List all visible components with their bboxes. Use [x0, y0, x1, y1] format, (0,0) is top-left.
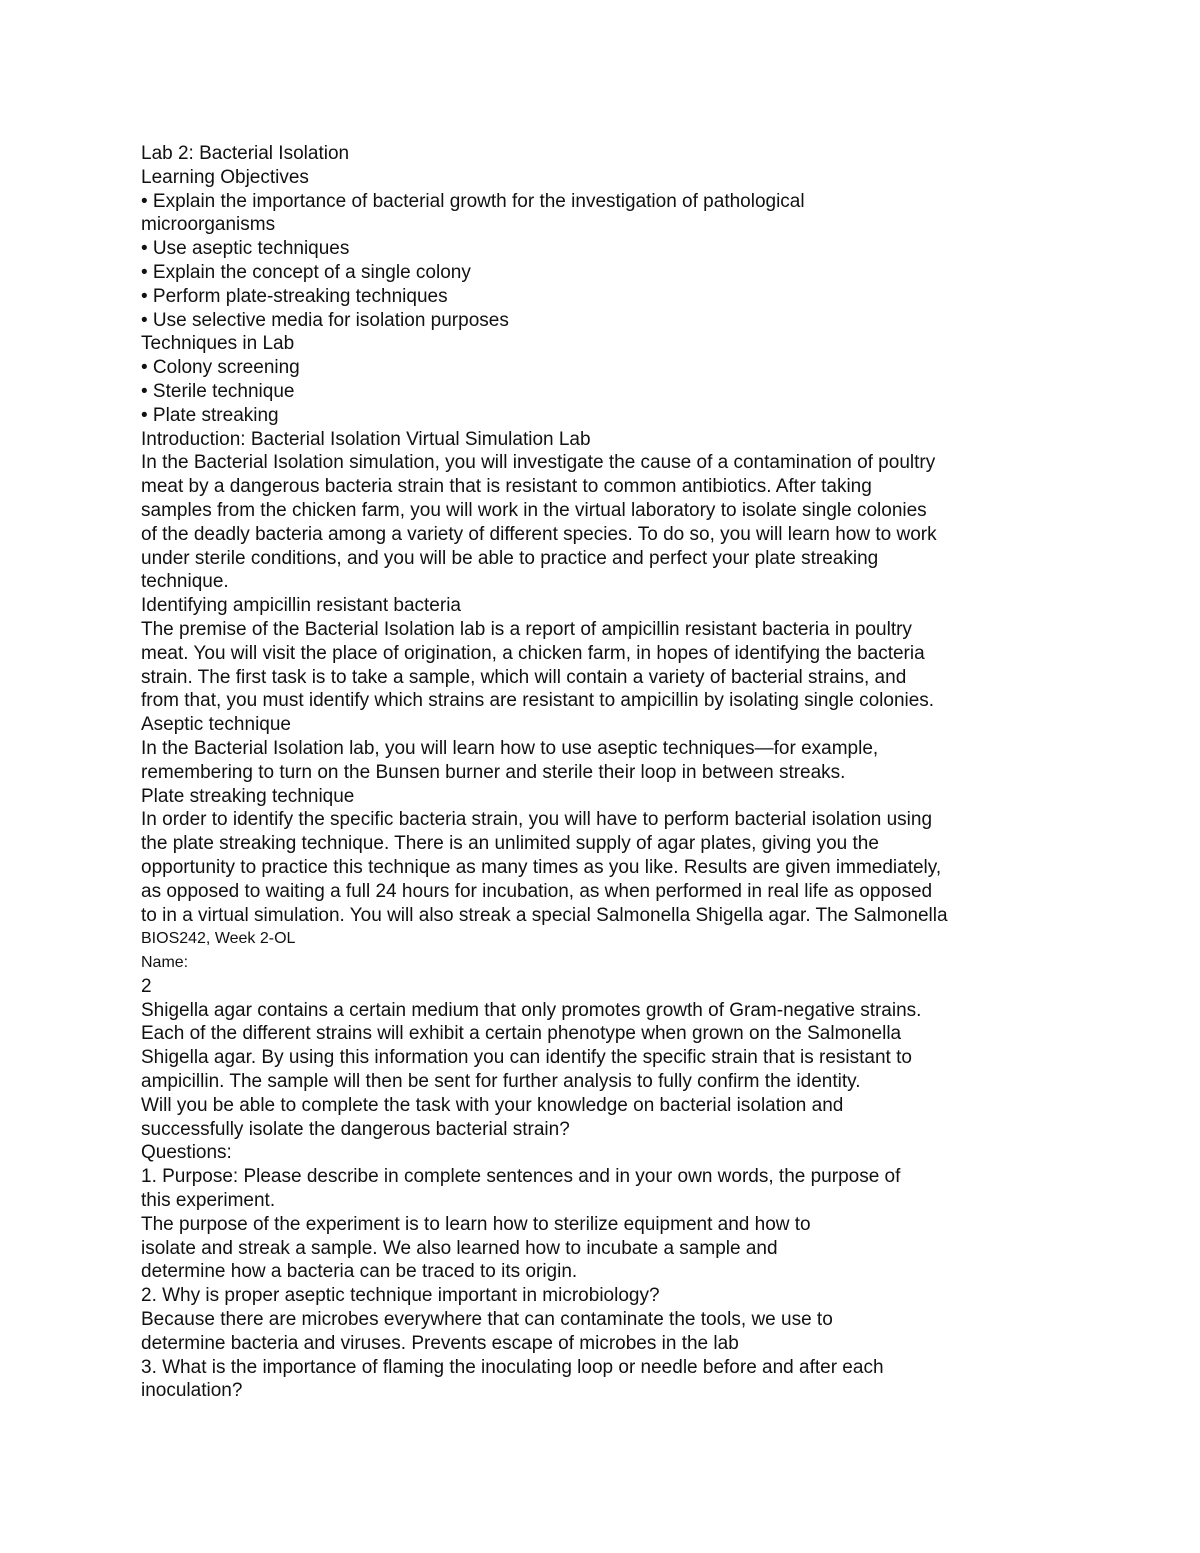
text-line: strain. The first task is to take a sample, which will contain a variety of bacterial strains, and [141, 666, 907, 688]
text-line: In the Bacterial Isolation simulation, you will investigate the cause of a contamination of poultry [141, 452, 936, 474]
question-line: inoculation? [141, 1380, 243, 1402]
answer-line: determine bacteria and viruses. Prevents escape of microbes in the lab [141, 1332, 739, 1354]
text-line: In order to identify the specific bacteria strain, you will have to perform bacterial isolation using [141, 809, 933, 831]
section-heading: Aseptic technique [141, 714, 291, 736]
section-heading: Techniques in Lab [141, 333, 295, 355]
text-line: opportunity to practice this technique as many times as you like. Results are given immediately, [141, 856, 942, 878]
question-line: 1. Purpose: Please describe in complete sentences and in your own words, the purpose of [141, 1166, 901, 1188]
text-line: Shigella agar contains a certain medium that only promotes growth of Gram-negative strains. [141, 999, 922, 1021]
section-heading: Plate streaking technique [141, 785, 355, 807]
question-line: 2. Why is proper aseptic technique important in microbiology? [141, 1285, 660, 1307]
doc-title: Lab 2: Bacterial Isolation [141, 143, 350, 164]
section-heading: Learning Objectives [141, 166, 309, 188]
page-number: 2 [141, 975, 152, 997]
text-line: remembering to turn on the Bunsen burner and sterile their loop in between streaks. [141, 761, 846, 783]
answer-line: Because there are microbes everywhere that can contaminate the tools, we use to [141, 1309, 833, 1331]
bullet-item: • Plate streaking [141, 404, 279, 426]
text-line: as opposed to waiting a full 24 hours for incubation, as when performed in real life as opposed [141, 880, 933, 902]
text-line: In the Bacterial Isolation lab, you will learn how to use aseptic techniques—for example, [141, 737, 879, 759]
bullet-item: • Use selective media for isolation purposes [141, 309, 509, 331]
section-heading: Questions: [141, 1142, 232, 1164]
question-line: this experiment. [141, 1190, 276, 1212]
text-line: under sterile conditions, and you will be able to practice and perfect your plate streaking [141, 547, 879, 569]
text-line: Will you be able to complete the task with your knowledge on bacterial isolation and [141, 1094, 844, 1116]
text-line: samples from the chicken farm, you will work in the virtual laboratory to isolate single colonies [141, 499, 927, 521]
name-label: Name: [141, 954, 189, 972]
text-line: The premise of the Bacterial Isolation lab is a report of ampicillin resistant bacteria in poultry [141, 618, 912, 640]
bullet-item: • Explain the importance of bacterial growth for the investigation of pathological [141, 190, 805, 212]
text-line: Shigella agar. By using this information you can identify the specific strain that is resistant to [141, 1047, 912, 1069]
answer-line: determine how a bacteria can be traced to its origin. [141, 1261, 578, 1283]
course-header: BIOS242, Week 2-OL [141, 930, 296, 948]
text-line: microorganisms [141, 214, 276, 236]
question-line: 3. What is the importance of flaming the inoculating loop or needle before and after each [141, 1356, 884, 1378]
text-line: Each of the different strains will exhibit a certain phenotype when grown on the Salmonella [141, 1023, 902, 1045]
text-line: meat. You will visit the place of origination, a chicken farm, in hopes of identifying the bacteria [141, 642, 925, 664]
text-line: of the deadly bacteria among a variety of different species. To do so, you will learn how to work [141, 523, 937, 545]
bullet-item: • Use aseptic techniques [141, 238, 350, 260]
text-line: the plate streaking technique. There is an unlimited supply of agar plates, giving you the [141, 833, 879, 855]
text-line: technique. [141, 571, 229, 593]
section-heading: Introduction: Bacterial Isolation Virtual Simulation Lab [141, 428, 591, 450]
bullet-item: • Perform plate-streaking techniques [141, 285, 448, 307]
text-line: to in a virtual simulation. You will also streak a special Salmonella Shigella agar. The Salmonella [141, 904, 948, 926]
answer-line: isolate and streak a sample. We also learned how to incubate a sample and [141, 1237, 778, 1259]
bullet-item: • Colony screening [141, 357, 300, 379]
answer-line: The purpose of the experiment is to learn how to sterilize equipment and how to [141, 1213, 811, 1235]
text-line: ampicillin. The sample will then be sent for further analysis to fully confirm the identity. [141, 1071, 861, 1093]
bullet-item: • Sterile technique [141, 380, 295, 402]
text-line: successfully isolate the dangerous bacterial strain? [141, 1118, 570, 1140]
document-body [141, 142, 1081, 1403]
section-heading: Identifying ampicillin resistant bacteria [141, 595, 461, 617]
text-line: meat by a dangerous bacteria strain that is resistant to common antibiotics. After taking [141, 476, 872, 498]
bullet-item: • Explain the concept of a single colony [141, 261, 471, 283]
text-line: from that, you must identify which strains are resistant to ampicillin by isolating single colonies. [141, 690, 935, 712]
